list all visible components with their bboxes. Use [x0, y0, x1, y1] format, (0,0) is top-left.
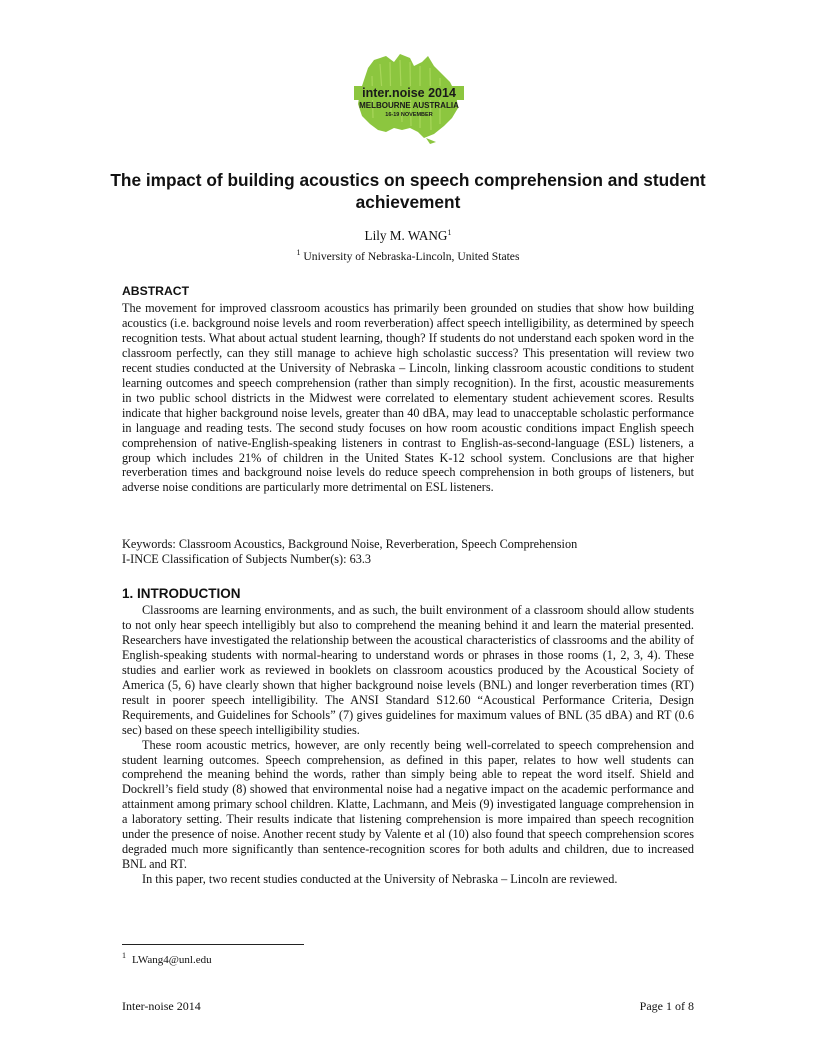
keywords-block	[122, 537, 694, 567]
footnote-mark: 1	[122, 951, 126, 960]
conference-logo	[340, 52, 476, 144]
australia-map-logo-icon	[340, 52, 476, 144]
affiliation-line	[110, 249, 706, 264]
intro-paragraph: Classrooms are learning environments, and as such, the built environment of a classroom should allow students to not only hear speech intelligibly but also to comprehend the meaning behind it and learn the material presented. Researchers have investigated the relationship between the acoustical characteristics of classrooms and the ability of English-speaking students with normal-hearing to understand words or phrases in those rooms (1, 2, 3, 4). These studies and earlier work as reviewed in booklets on classroom acoustics produced by the Acoustical Society of America (5, 6) have clearly shown that higher background noise levels (BNL) and longer reverberation times (RT) result in poorer speech intelligibility. The ANSI Standard S12.60 “Acoustical Performance Criteria, Design Requirements, and Guidelines for Schools” (7) gives guidelines for maximum values of BNL (35 dBA) and RT (0.6 sec) based on these speech intelligibility studies.	[122, 603, 694, 737]
abstract-heading: ABSTRACT	[122, 284, 190, 298]
author-name: Lily M. WANG	[364, 228, 448, 243]
introduction-body	[122, 603, 694, 887]
author-affiliation-mark: 1	[447, 228, 452, 237]
affiliation-mark: 1	[296, 248, 301, 257]
footnote-divider	[122, 944, 304, 945]
intro-paragraph: In this paper, two recent studies conducted at the University of Nebraska – Lincoln are reviewed.	[142, 872, 618, 887]
keywords-line: Keywords: Classroom Acoustics, Background Noise, Reverberation, Speech Comprehension	[122, 537, 578, 551]
footer-page-number: Page 1 of 8	[639, 999, 694, 1013]
classification-line: I-INCE Classification of Subjects Number(s): 63.3	[122, 551, 372, 566]
introduction-heading: 1. INTRODUCTION	[122, 586, 241, 601]
abstract-text: The movement for improved classroom acoustics has primarily been grounded on studies that show how building acoustics (i.e. background noise levels and room reverberation) affect speech intelligibility, as determined by speech recognition tests. What about actual student learning, though? If students do not understand each spoken word in the classroom perfectly, can they still manage to achieve high scholastic success? This presentation will review two recent studies conducted at the University of Nebraska – Lincoln, linking classroom acoustic conditions to student learning outcomes and speech comprehension (rather than simply recognition). In the first, acoustic measurements in two public school districts in the Midwest were correlated to elementary student achievement scores. Results indicate that higher background noise levels, greater than 40 dBA, may lead to unacceptable scholastic performance in language and reading tests. The second study focuses on how room acoustic conditions impact English speech comprehension of native-English-speaking listeners in contrast to English-as-second-language (ESL) listeners, a group which includes 21% of children in the United States K-12 school system. Conclusions are that higher reverberation times and background noise levels do reduce speech comprehension in both groups of listeners, but adverse noise conditions are particularly more detrimental on ESL listeners.	[122, 301, 694, 495]
footer-conference: Inter-noise 2014	[122, 999, 201, 1013]
footnote	[122, 953, 212, 967]
author-line	[110, 228, 706, 244]
logo-text-line3: 16-19 NOVEMBER	[385, 112, 433, 118]
footnote-email: LWang4@unl.edu	[132, 954, 212, 966]
intro-paragraph: These room acoustic metrics, however, are only recently being well-correlated to speech comprehension and student learning outcomes. Speech comprehension, as defined in this paper, relates to how well students can comprehend the meaning behind the words, rather than simply being able to repeat the word itself. Shield and Dockrell’s field study (8) showed that environmental noise had a negative impact on the academic performance and attainment among primary school children. Klatte, Lachmann, and Meis (9) investigated language comprehension in a laboratory setting. Their results indicate that listening comprehension is more impaired than speech recognition under the presence of noise. Another recent study by Valente et al (10) also found that speech comprehension scores degraded much more significantly than sentence-recognition scores for both adults and children, due to increased BNL and RT.	[122, 737, 694, 872]
logo-text-line1: inter.noise 2014	[362, 86, 456, 100]
affiliation-text: University of Nebraska-Lincoln, United States	[303, 250, 520, 263]
paper-title: The impact of building acoustics on speech comprehension and student achievement	[110, 170, 706, 212]
logo-text-line2: MELBOURNE AUSTRALIA	[359, 101, 459, 110]
